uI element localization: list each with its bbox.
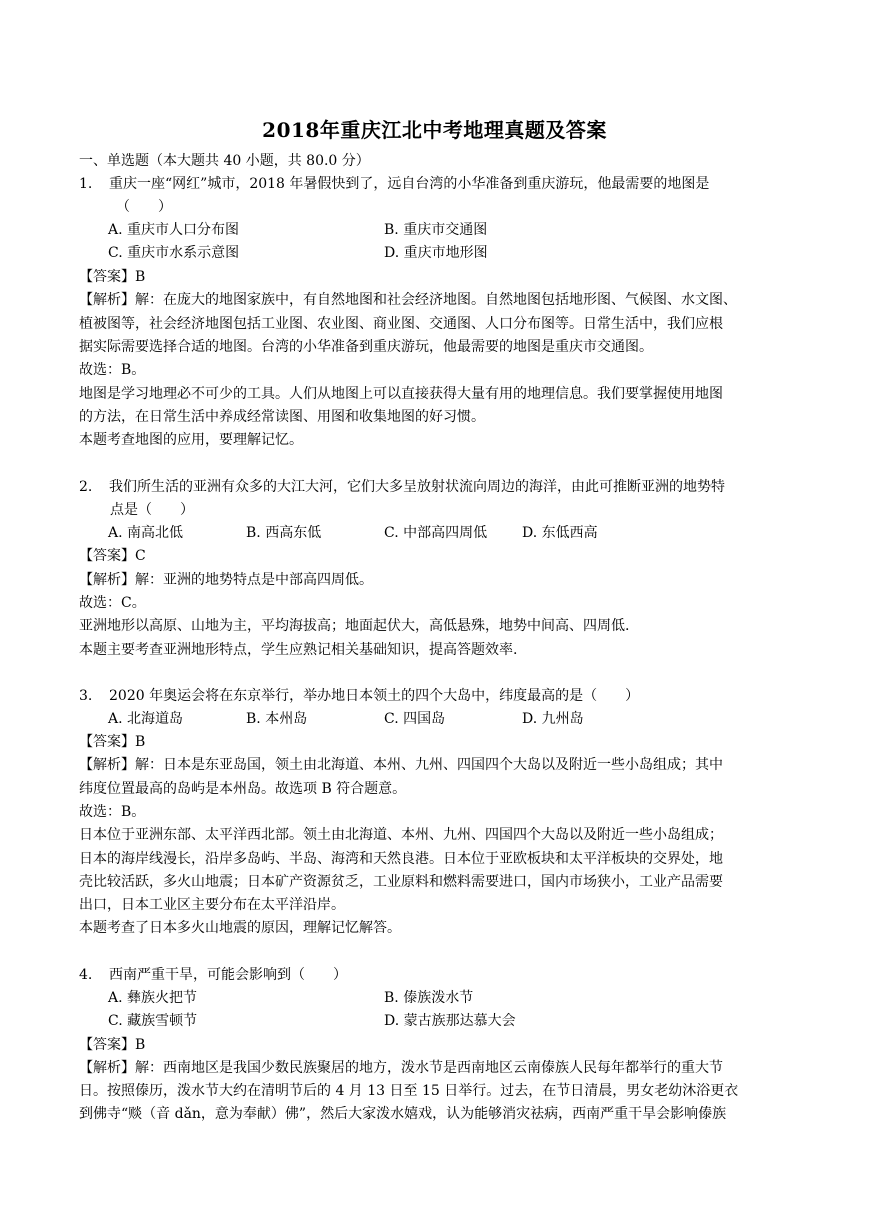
q2-analysis-line: 解：亚洲的地势特点是中部高四周低。 [135, 572, 373, 588]
q1-choice-line: 故选：B。 [79, 362, 146, 378]
question-3-stem [79, 685, 639, 707]
q2-answer-value: C [135, 548, 146, 564]
q2-analysis-line: 亚洲地形以高原、山地为主，平均海拔高；地面起伏大，高低悬殊，地势中间高、四周低. [79, 618, 630, 634]
page-title: 2018年重庆江北中考地理真题及答案 [262, 118, 607, 142]
answer-tag: 【答案】 [79, 734, 135, 750]
q2-option-c: C. 中部高四周低 [384, 525, 488, 541]
q3-summary-line: 本题考查了日本多火山地震的原因，理解记忆解答。 [79, 920, 401, 936]
q3-answer [79, 731, 145, 753]
q4-answer [79, 1034, 145, 1056]
analysis-tag: 【解析】 [79, 292, 135, 308]
q3-analysis-line: 出口，日本工业区主要分布在太平洋沿岸。 [79, 897, 345, 913]
question-4-number: 4. [79, 967, 93, 983]
question-2-stem-cont: 点是（ ） [110, 502, 194, 518]
q1-option-c: C. 重庆市水系示意图 [108, 245, 240, 261]
question-2-stem [79, 476, 725, 498]
q1-option-d: D. 重庆市地形图 [384, 245, 488, 261]
answer-tag: 【答案】 [79, 1037, 135, 1053]
q1-analysis-line: 地图是学习地理必不可少的工具。人们从地图上可以直接获得大量有用的地理信息。我们要掌握使用地图 [79, 386, 723, 402]
question-3-number: 3. [79, 688, 93, 704]
q1-analysis-line: 据实际需要选择合适的地图。台湾的小华准备到重庆游玩，他最需要的地图是重庆市交通图。 [79, 339, 653, 355]
q4-analysis-line: 解：西南地区是我国少数民族聚居的地方，泼水节是西南地区云南傣族人民每年都举行的重大节 [135, 1060, 723, 1076]
analysis-tag: 【解析】 [79, 572, 135, 588]
q1-summary-line: 本题考查地图的应用，要理解记忆。 [79, 432, 303, 448]
question-2-number: 2. [79, 479, 93, 495]
q1-analysis-line: 植被图等，社会经济地图包括工业图、农业图、商业图、交通图、人口分布图等。日常生活中，我们应根 [79, 316, 723, 332]
q3-analysis-line: 纬度位置最高的岛屿是本州岛。故选项 B 符合题意。 [79, 781, 407, 797]
q4-option-b: B. 傣族泼水节 [384, 990, 474, 1006]
question-1-stem-cont: （ ） [116, 199, 172, 215]
q4-option-c: C. 藏族雪顿节 [108, 1013, 198, 1029]
question-1-stem-text: 重庆一座“网红”城市，2018 年暑假快到了，远自台湾的小华准备到重庆游玩，他最需要的地图是 [109, 176, 710, 192]
q1-analysis [79, 289, 737, 311]
q2-option-a: A. 南高北低 [108, 525, 184, 541]
analysis-tag: 【解析】 [79, 757, 135, 773]
section-heading: 一、单选题（本大题共 40 小题，共 80.0 分） [79, 153, 370, 169]
q3-option-d: D. 九州岛 [522, 711, 584, 727]
q2-analysis [79, 569, 373, 591]
q2-summary-line: 本题主要考查亚洲地形特点，学生应熟记相关基础知识，提高答题效率. [79, 642, 518, 658]
q4-analysis [79, 1057, 723, 1079]
q3-option-a: A. 北海道岛 [108, 711, 184, 727]
question-1-number: 1. [79, 176, 93, 192]
question-4-stem [79, 964, 347, 986]
q3-answer-value: B [135, 734, 146, 750]
q1-option-b: B. 重庆市交通图 [384, 222, 488, 238]
q3-option-c: C. 四国岛 [384, 711, 446, 727]
question-2-stem-text: 我们所生活的亚洲有众多的大江大河，它们大多呈放射状流向周边的海洋，由此可推断亚洲的地势特 [109, 479, 725, 495]
q3-analysis-line: 壳比较活跃，多火山地震；日本矿产资源贫乏，工业原料和燃料需要进口，国内市场狭小，工业产品需要 [79, 874, 723, 890]
question-4-stem-text: 西南严重干旱，可能会影响到（ ） [109, 967, 347, 983]
q3-analysis [79, 754, 723, 776]
q3-choice-line: 故选：B。 [79, 804, 146, 820]
q3-option-b: B. 本州岛 [246, 711, 308, 727]
q4-answer-value: B [135, 1037, 146, 1053]
q2-answer [79, 545, 146, 567]
q2-option-d: D. 东低西高 [522, 525, 598, 541]
q4-option-a: A. 彝族火把节 [108, 990, 198, 1006]
q2-choice-line: 故选：C。 [79, 595, 146, 611]
q1-analysis-line: 的方法，在日常生活中养成经常读图、用图和收集地图的好习惯。 [79, 409, 485, 425]
q4-analysis-line: 日。按照傣历，泼水节大约在清明节后的 4 月 13 日至 15 日举行。过去，在节日清晨，男女老幼沐浴更衣 [79, 1083, 739, 1099]
question-3-stem-text: 2020 年奥运会将在东京举行，举办地日本领土的四个大岛中，纬度最高的是（ ） [109, 688, 640, 704]
q4-analysis-line: 到佛寺“赕（音 dǎn，意为奉献）佛”，然后大家泼水嬉戏，认为能够消灾祛病，西南严重干旱会影响傣族 [79, 1106, 727, 1122]
q1-answer [79, 266, 145, 288]
q1-option-a: A. 重庆市人口分布图 [108, 222, 240, 238]
answer-tag: 【答案】 [79, 269, 135, 285]
question-1-stem [79, 173, 709, 195]
q1-answer-value: B [135, 269, 146, 285]
answer-tag: 【答案】 [79, 548, 135, 564]
q3-analysis-line: 日本的海岸线漫长，沿岸多岛屿、半岛、海湾和天然良港。日本位于亚欧板块和太平洋板块的交界处，地 [79, 851, 723, 867]
q1-analysis-line: 解：在庞大的地图家族中，有自然地图和社会经济地图。自然地图包括地形图、气候图、水文图、 [135, 292, 737, 308]
q4-option-d: D. 蒙古族那达慕大会 [384, 1013, 516, 1029]
q3-analysis-line: 日本位于亚洲东部、太平洋西北部。领土由北海道、本州、九州、四国四个大岛以及附近一些小岛组成； [79, 827, 723, 843]
q2-option-b: B. 西高东低 [246, 525, 322, 541]
analysis-tag: 【解析】 [79, 1060, 135, 1076]
q3-analysis-line: 解：日本是东亚岛国，领土由北海道、本州、九州、四国四个大岛以及附近一些小岛组成；其中 [135, 757, 723, 773]
